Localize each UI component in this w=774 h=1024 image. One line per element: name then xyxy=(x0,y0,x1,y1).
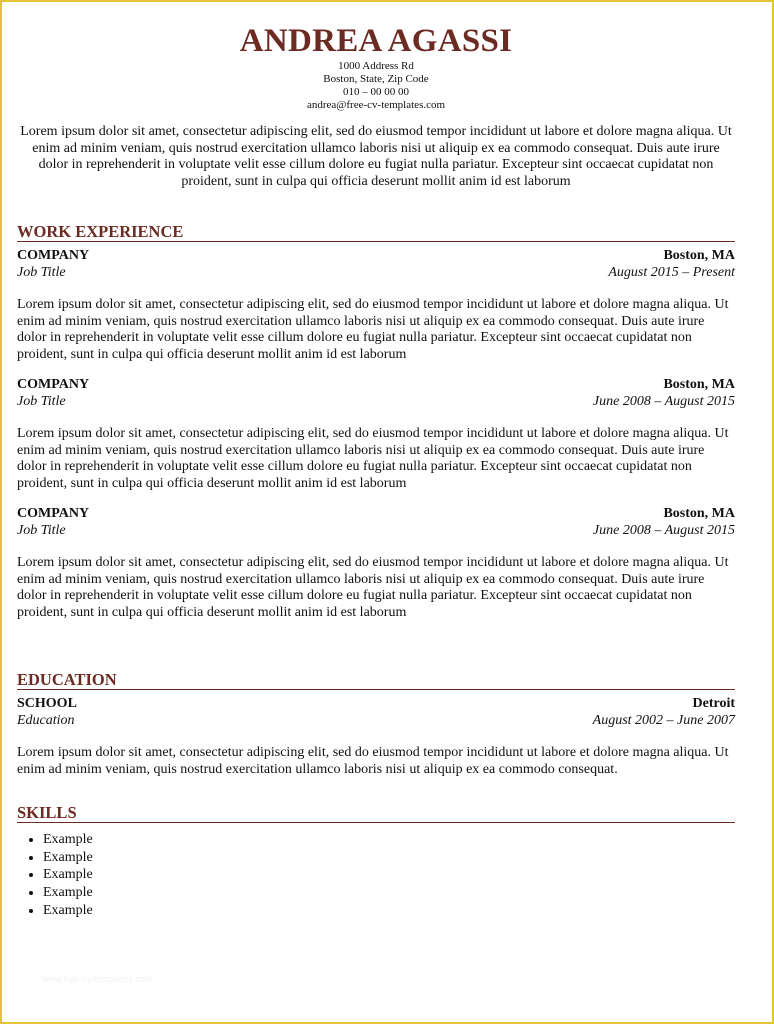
work-section-title: WORK EXPERIENCE xyxy=(17,223,735,242)
job-title: Job Title xyxy=(17,522,66,538)
job-dates: June 2008 – August 2015 xyxy=(592,522,735,538)
skill-item: • Example xyxy=(43,849,735,867)
job-description: Lorem ipsum dolor sit amet, consectetur adipiscing elit, sed do eiusmod tempor incididunt ut labore et dolore magna aliqua. Ut enim ad minim veniam, quis nostrud exercitation ullamco laboris nisi ut aliquip ex ea commodo consequat. Duis aute irure dolor in reprehenderit in voluptate velit esse cillum dolore eu fugiat nulla pariatur. Excepteur sint occaecat cupidatat non proident, sunt in culpa qui officia deserunt mollit anim id est laborum xyxy=(17,426,729,491)
work-entry xyxy=(17,377,735,492)
email-line: andrea@free-cv-templates.com xyxy=(306,99,446,111)
company-name: COMPANY xyxy=(17,377,90,392)
company-name: COMPANY xyxy=(17,248,90,263)
work-entry xyxy=(17,248,735,363)
skill-item: • Example xyxy=(43,866,735,884)
watermark-text: www.free-cv-templates.com xyxy=(42,974,153,984)
school-location: Detroit xyxy=(692,696,735,711)
resume-page xyxy=(17,22,735,920)
company-location: Boston, MA xyxy=(663,248,735,263)
company-location: Boston, MA xyxy=(663,506,735,521)
address-line: 1000 Address Rd xyxy=(338,60,414,72)
company-location: Boston, MA xyxy=(663,377,735,392)
skill-item: • Example xyxy=(43,831,735,849)
phone-line: 010 – 00 00 00 xyxy=(343,86,409,98)
skills-section-title: SKILLS xyxy=(17,804,735,823)
school-name: SCHOOL xyxy=(17,696,77,711)
contact-block xyxy=(17,60,735,112)
job-title: Job Title xyxy=(17,393,66,409)
work-entry xyxy=(17,506,735,621)
job-dates: June 2008 – August 2015 xyxy=(592,393,735,409)
education-entry xyxy=(17,696,735,778)
job-description: Lorem ipsum dolor sit amet, consectetur adipiscing elit, sed do eiusmod tempor incididunt ut labore et dolore magna aliqua. Ut enim ad minim veniam, quis nostrud exercitation ullamco laboris nisi ut aliquip ex ea commodo consequat. Duis aute irure dolor in reprehenderit in voluptate velit esse cillum dolore eu fugiat nulla pariatur. Excepteur sint occaecat cupidatat non proident, sunt in culpa qui officia deserunt mollit anim id est laborum xyxy=(17,555,729,620)
company-name: COMPANY xyxy=(17,506,90,521)
degree-name: Education xyxy=(17,712,75,728)
resume-name: ANDREA AGASSI xyxy=(239,23,513,59)
skill-item: • Example xyxy=(43,884,735,902)
education-dates: August 2002 – June 2007 xyxy=(592,712,735,728)
job-description: Lorem ipsum dolor sit amet, consectetur adipiscing elit, sed do eiusmod tempor incididunt ut labore et dolore magna aliqua. Ut enim ad minim veniam, quis nostrud exercitation ullamco laboris nisi ut aliquip ex ea commodo consequat. Duis aute irure dolor in reprehenderit in voluptate velit esse cillum dolore eu fugiat nulla pariatur. Excepteur sint occaecat cupidatat non proident, sunt in culpa qui officia deserunt mollit anim id est laborum xyxy=(17,297,729,362)
city-line: Boston, State, Zip Code xyxy=(323,73,429,85)
job-dates: August 2015 – Present xyxy=(608,264,735,280)
skills-list xyxy=(17,831,735,920)
education-section-title: EDUCATION xyxy=(17,671,735,690)
education-description: Lorem ipsum dolor sit amet, consectetur adipiscing elit, sed do eiusmod tempor incididunt ut labore et dolore magna aliqua. Ut enim ad minim veniam, quis nostrud exercitation ullamco laboris nisi ut aliquip ex ea commodo consequat. xyxy=(17,745,729,777)
job-title: Job Title xyxy=(17,264,66,280)
summary-paragraph: Lorem ipsum dolor sit amet, consectetur adipiscing elit, sed do eiusmod tempor incididunt ut labore et dolore magna aliqua. Ut enim ad minim veniam, quis nostrud exercitation ullamco laboris nisi ut aliquip ex ea commodo consequat. Duis aute irure dolor in reprehenderit in voluptate velit esse cillum dolore eu fugiat nulla pariatur. Excepteur sint occaecat cupidatat non proident, sunt in culpa qui officia deserunt mollit anim id est laborum xyxy=(20,124,732,189)
skill-item: • Example xyxy=(43,902,735,920)
